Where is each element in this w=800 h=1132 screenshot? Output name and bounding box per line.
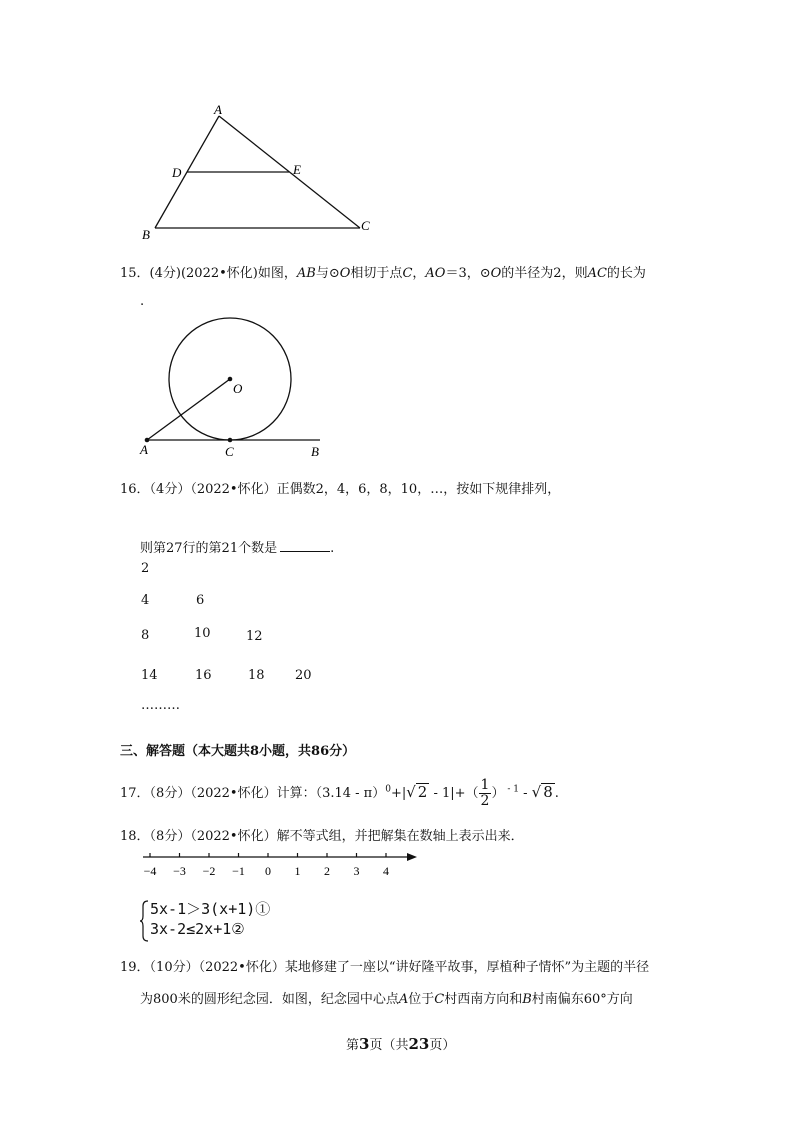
q16-row-4-col-1: 14 (141, 668, 158, 683)
q15-c: C (402, 266, 413, 281)
q15-text-g: 的长为 (606, 266, 646, 281)
q15-o2: O (490, 266, 502, 281)
q15-text-e: ＝3，⊙ (445, 266, 491, 281)
section-title: 三、解答题（本大题共8小题，共86分） (120, 744, 356, 759)
q16-row-4-col-3: 18 (248, 668, 265, 683)
label-b: B (311, 444, 319, 459)
q19-text-c: 村西南方向和 (444, 992, 523, 1007)
question-number: 15． (120, 266, 150, 281)
left-brace-icon (140, 900, 150, 942)
q16-ellipsis: ……… (141, 698, 180, 713)
segment-ao (147, 379, 230, 440)
label-b: B (142, 227, 150, 242)
question-19: 19．（10分）（2022•怀化）某地修建了一座以“讲好隆平故事，厚植种子情怀”为主题的半径 (120, 960, 650, 975)
sqrt-symbol-icon: √ (531, 783, 542, 801)
page-number: 3 (359, 1035, 370, 1053)
page-footer (346, 1034, 455, 1053)
axis-arrow-icon (407, 853, 417, 861)
point-c (228, 438, 233, 443)
fraction-denominator: 2 (480, 793, 490, 809)
label-a: A (214, 102, 222, 117)
footer-post: 页） (429, 1038, 456, 1053)
label-o: O (233, 381, 243, 396)
tick-label: 0 (265, 864, 271, 878)
q19-a: A (398, 992, 409, 1007)
number-line (135, 848, 425, 880)
q15-o1: O (339, 266, 351, 281)
q16-line2 (140, 537, 334, 556)
q15-text-d: ， (412, 266, 426, 281)
q16-row-4-col-2: 16 (195, 668, 212, 683)
q17-sqrt2: 2 (417, 783, 428, 801)
q17-part2: +| (390, 786, 407, 801)
q16-row-2-col-2: 6 (196, 593, 205, 608)
tick-label: 2 (324, 864, 330, 878)
q16-row-2-col-1: 4 (141, 593, 150, 608)
answer-blank[interactable] (280, 539, 330, 552)
label-e: E (293, 162, 301, 177)
circle-tangent-figure (135, 315, 335, 460)
label-d: D (172, 165, 182, 180)
q15-ac: AC (587, 266, 607, 281)
sqrt-symbol-icon: √ (406, 783, 416, 801)
q17-part5: - (518, 786, 532, 801)
q17-sqrt8: 8 (543, 783, 553, 801)
q17-prefix: 17．（8分）（2022•怀化）计算：（3.14 - π） (120, 786, 386, 801)
tick-label: 4 (383, 864, 389, 878)
q19-text-a: 为800米的圆形纪念园．如图，纪念园中心点 (140, 992, 399, 1007)
question-18: 18．（8分）（2022•怀化）解不等式组，并把解集在数轴上表示出来． (120, 829, 524, 844)
tick-label: 1 (294, 864, 301, 878)
q19-text-b: 位于 (408, 992, 435, 1007)
tick-label: −4 (143, 864, 157, 878)
source: (2022•怀化) (180, 266, 258, 281)
label-c: C (225, 444, 234, 459)
q19-line2 (140, 988, 633, 1007)
q17-exponent-0: 0 (385, 784, 391, 795)
inequality-2: 3x-2≤2x+1② (150, 920, 245, 938)
footer-pre: 第 (346, 1038, 360, 1053)
tick-label: −2 (202, 864, 216, 878)
q16-row-3-col-2: 10 (194, 626, 211, 641)
fraction-numerator: 1 (480, 777, 490, 793)
footer-mid: 页（共 (369, 1038, 409, 1053)
q17-part4: ） (491, 786, 505, 801)
inequality-1: 5x-1＞3(x+1)① (150, 900, 271, 918)
q15-answer-dot: . (140, 294, 145, 309)
q15-ao: AO (425, 266, 446, 281)
question-15 (120, 262, 646, 281)
question-17 (120, 778, 559, 809)
q16-row-4-col-4: 20 (295, 668, 312, 683)
q16-row-3-col-3: 12 (246, 629, 263, 644)
tick-label: 3 (353, 864, 360, 878)
q19-text-d: 村南偏东60°方向 (531, 992, 633, 1007)
triangle-figure (130, 95, 390, 245)
score: (4分) (149, 266, 181, 281)
q19-c: C (434, 992, 445, 1007)
question-16: 16．（4分）（2022•怀化）正偶数2，4，6，8，10，…，按如下规律排列， (120, 482, 561, 497)
label-a: A (140, 442, 148, 457)
q17-part3: - 1|+（ (429, 786, 479, 801)
q19-b: B (522, 992, 532, 1007)
q17-exponent-neg1: - 1 (504, 784, 519, 795)
q16-prompt: 则第27行的第21个数是 (140, 541, 278, 556)
q15-text-a: 如图， (257, 266, 297, 281)
q16-row-1-col-1: 2 (141, 561, 150, 576)
q15-text-b: 与⊙ (315, 266, 340, 281)
fraction (479, 778, 492, 809)
tick-label: −3 (173, 864, 186, 878)
tick-label: −1 (232, 864, 245, 878)
q15-ab: AB (296, 266, 316, 281)
q17-end: . (554, 786, 559, 801)
q16-row-3-col-1: 8 (141, 628, 150, 643)
label-c: C (361, 218, 370, 233)
q15-text-c: 相切于点 (350, 266, 403, 281)
q16-end: . (330, 541, 335, 556)
total-pages: 23 (408, 1035, 430, 1053)
q15-text-f: 的半径为2，则 (501, 266, 588, 281)
point-o (228, 377, 233, 382)
